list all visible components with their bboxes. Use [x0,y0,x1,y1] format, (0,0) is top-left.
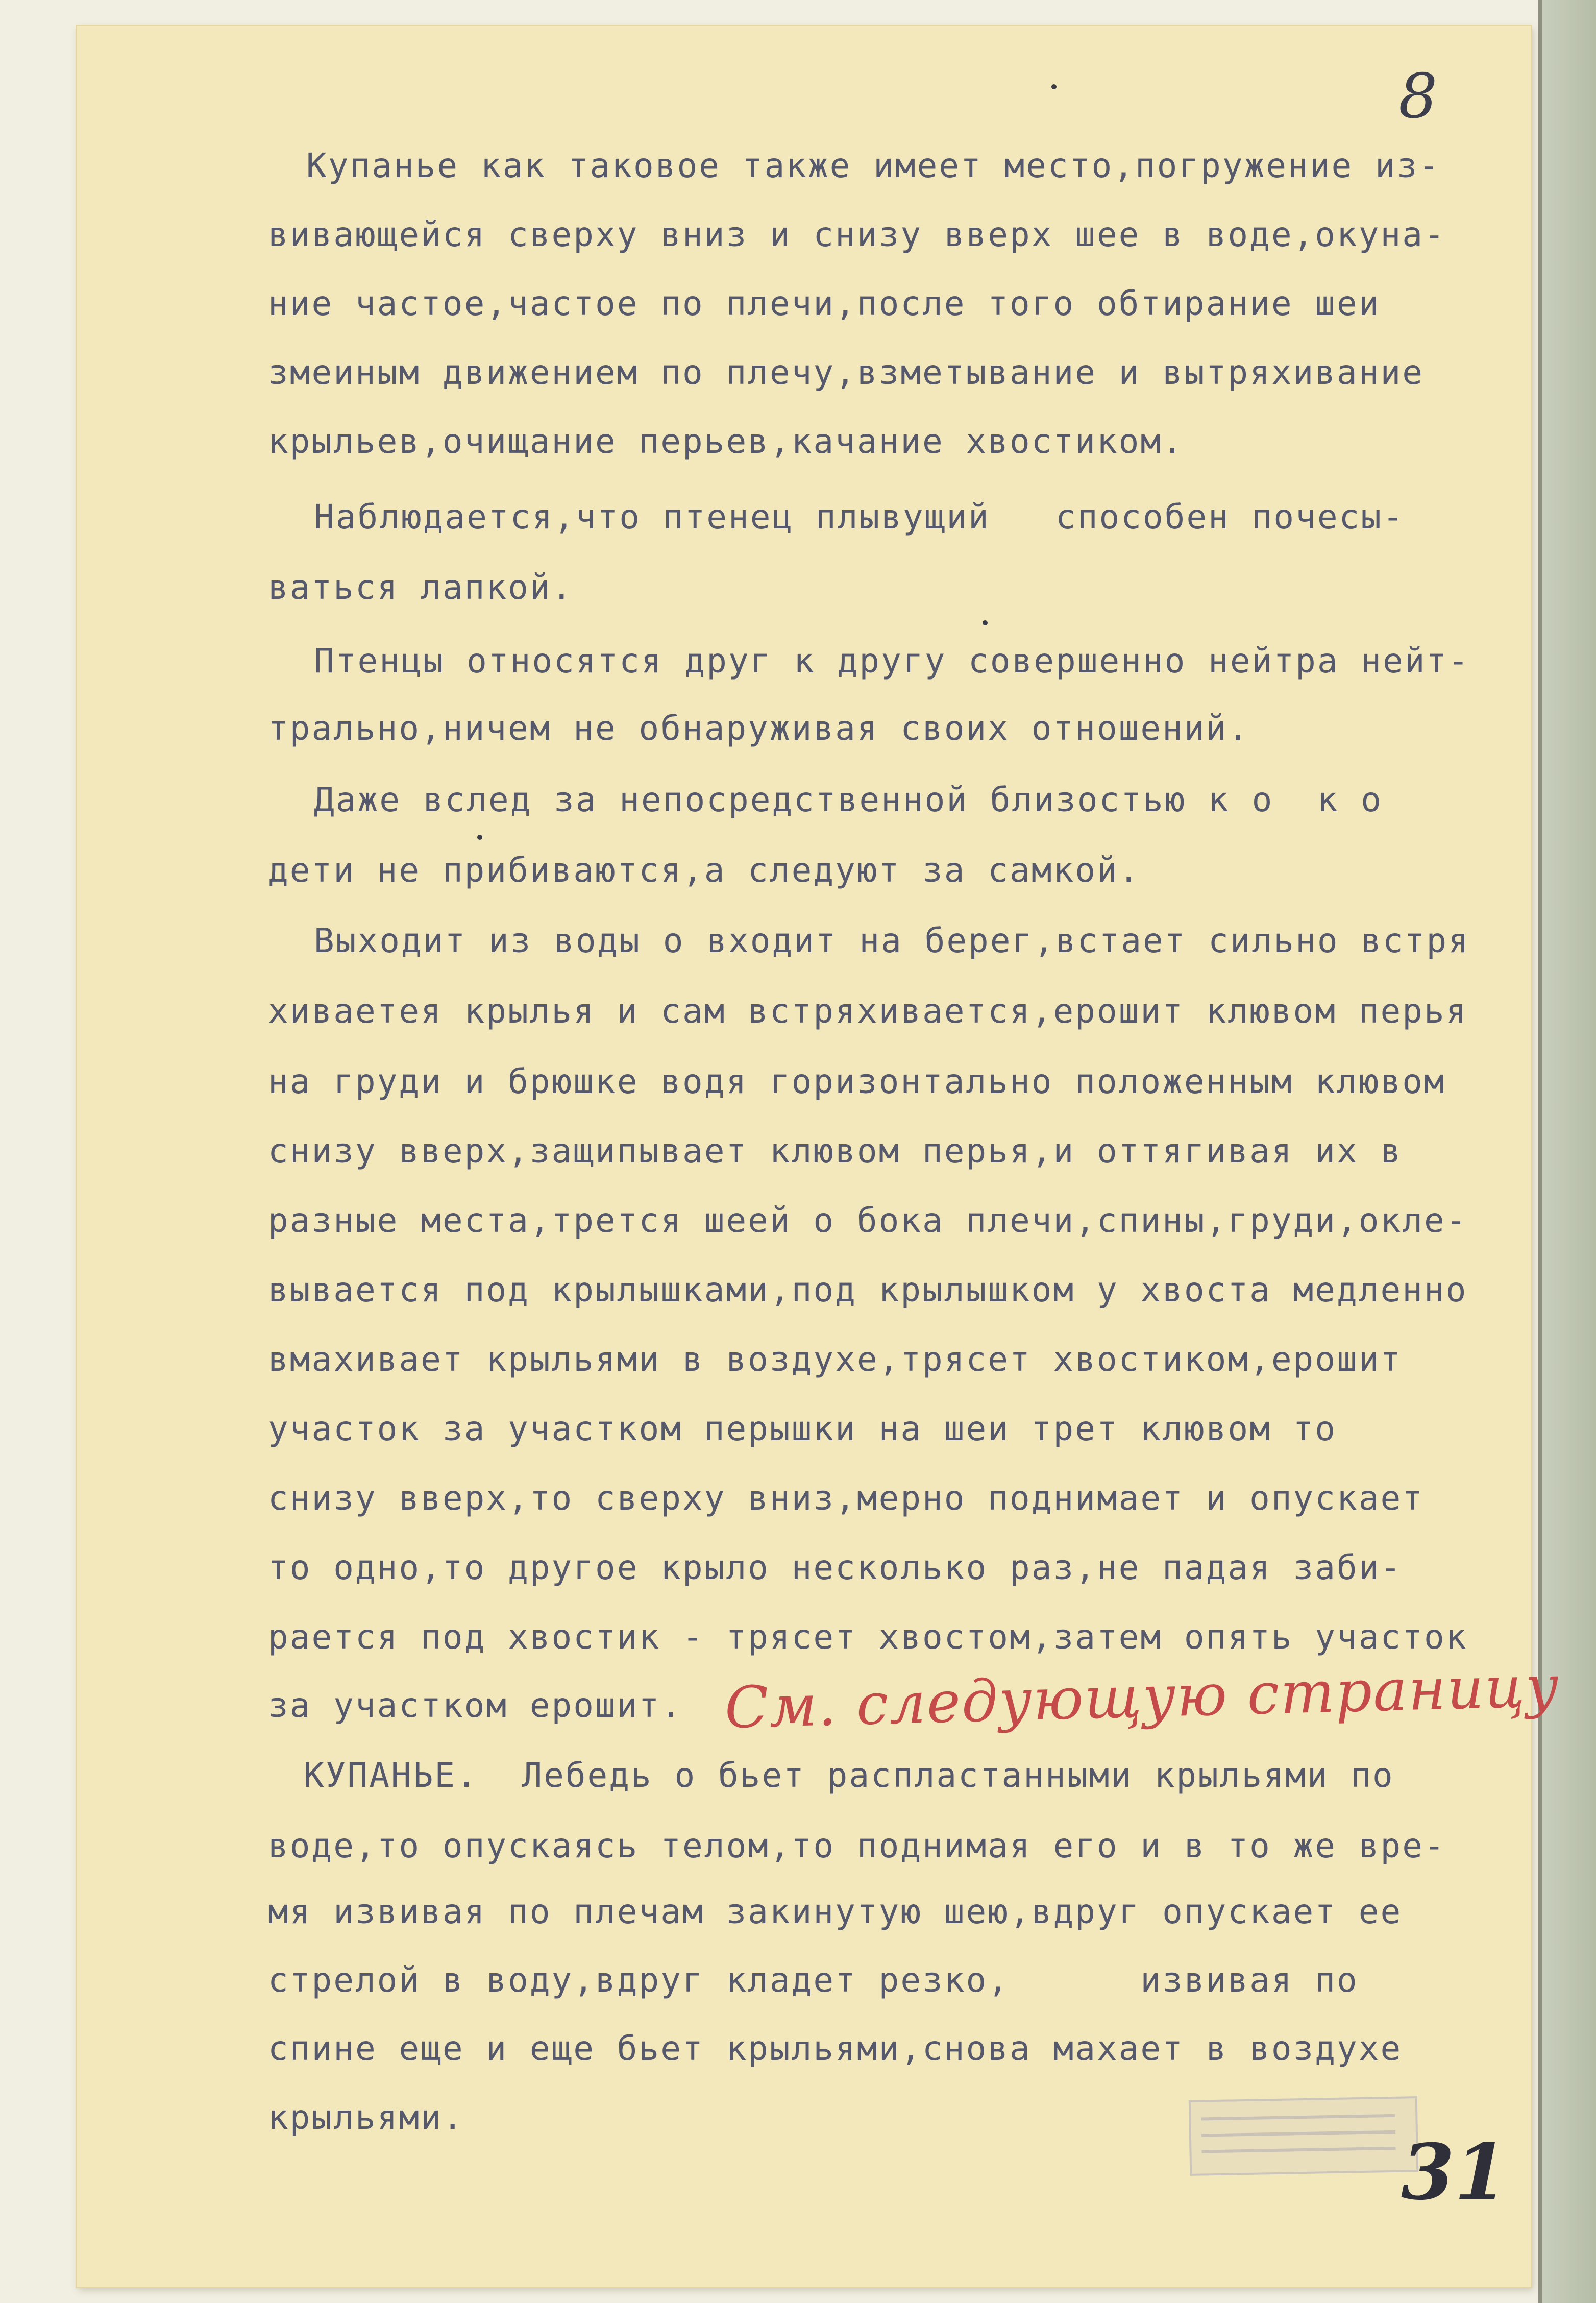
text-line-3: ние частое,частое по плечи,после того обтирание шеи [268,284,1381,323]
text-line-13: хиваетея крылья и сам встряхивается,ерошит клювом перья [268,991,1468,1031]
text-line-10: Даже вслед за непосредственной близостью к о к о [314,780,1383,819]
text-line-24: КУПАНЬЕ. Лебедь о бьет распластанными крыльями по [304,1756,1394,1795]
text-line-25: воде,то опускаясь телом,то поднимая его и в то же вре- [268,1826,1446,1865]
ink-speck [1051,84,1057,89]
text-line-19: участок за участком перышки на шеи трет клювом то [268,1409,1337,1448]
text-line-29: крыльями. [268,2098,464,2137]
text-line-1: Купанье как таковое также имеет место,погружение из- [306,146,1441,185]
text-line-20: снизу вверх,то сверху вниз,мерно поднимает и опускает [268,1478,1424,1518]
text-line-11: дети не прибиваются,а следуют за самкой. [268,851,1141,890]
archive-stamp [1189,2096,1419,2176]
page-number: 8 [1398,61,1438,132]
text-line-15: снизу вверх,защипывает клювом перья,и оттягивая их в [268,1131,1403,1171]
text-line-2: вивающейся сверху вниз и снизу вверх шее в воде,окуна- [268,215,1446,254]
text-line-23: за участком ерошит. [268,1686,682,1725]
text-line-12: Выходит из воды о входит на берег,встает сильно встря [314,921,1470,960]
text-line-14: на груди и брюшке водя горизонтально положенным клювом [268,1062,1446,1101]
text-line-6: Наблюдается,что птенец плывущий способен почесы- [314,497,1405,537]
text-line-28: спине еще и еще бьет крыльями,снова махает в воздухе [268,2029,1403,2068]
text-line-7: ваться лапкой. [268,568,574,607]
text-line-22: рается под хвостик - трясет хвостом,затем опять участок [268,1617,1468,1657]
folio-number: 31 [1401,2127,1508,2217]
ink-speck [477,835,482,840]
text-line-21: то одно,то другое крыло несколько раз,не падая заби- [268,1548,1403,1587]
text-line-4: змеиным движением по плечу,взметывание и вытряхивание [268,353,1424,392]
ink-speck [983,620,988,625]
text-line-26: мя извивая по плечам закинутую шею,вдруг опускает ее [268,1892,1403,1931]
text-line-9: трально,ничем не обнаруживая своих отношений. [268,709,1250,748]
text-line-27: стрелой в воду,вдруг кладет резко, извивая по [268,1960,1359,2000]
handwritten-note: См. следующую страницу [724,1653,1561,1741]
text-line-18: вмахивает крыльями в воздухе,трясет хвостиком,ерошит [268,1340,1403,1379]
text-line-16: разные места,трется шеей о бока плечи,спины,груди,окле- [268,1201,1468,1240]
backing-board [1541,0,1596,2303]
text-line-8: Птенцы относятся друг к другу совершенно нейтра нейт- [314,641,1470,681]
text-line-5: крыльев,очищание перьев,качание хвостиком. [268,422,1184,461]
text-line-17: вывается под крылышками,под крылышком у хвоста медленно [268,1270,1468,1310]
backing-board-edge [1538,0,1542,2303]
